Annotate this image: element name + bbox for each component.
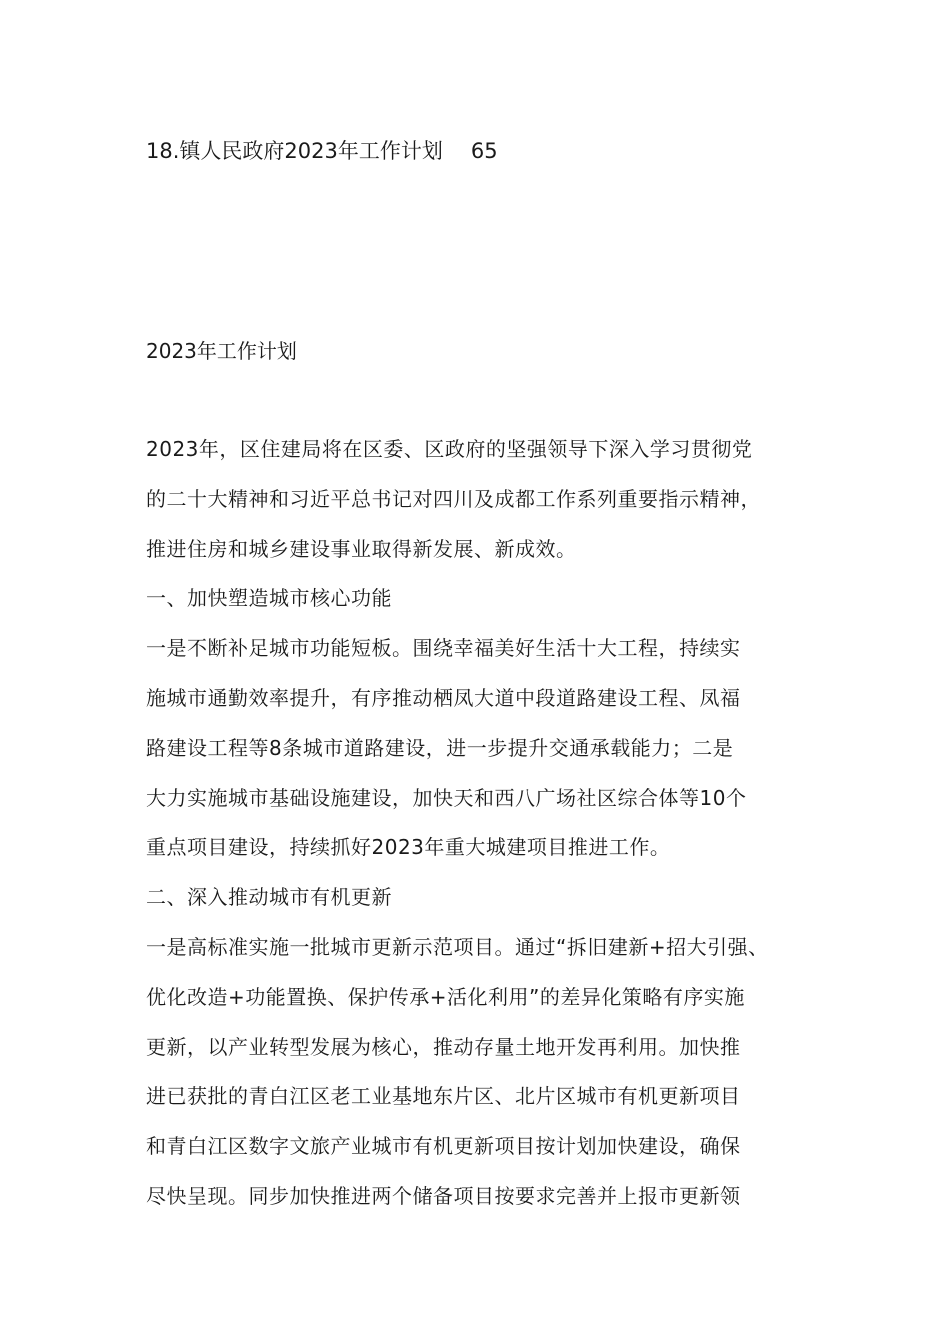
body-line: 一是不断补足城市功能短板。围绕幸福美好生活十大工程，持续实	[146, 636, 741, 661]
toc-entry[interactable]	[146, 136, 498, 166]
toc-entry-title: 18.镇人民政府2023年工作计划	[146, 139, 443, 163]
document-body	[146, 425, 836, 1222]
body-line: 施城市通勤效率提升，有序推动栖凤大道中段道路建设工程、凤福	[146, 685, 741, 710]
body-line: 优化改造+功能置换、保护传承+活化利用”的差异化策略有序实施	[146, 984, 745, 1009]
body-line: 进已获批的青白江区老工业基地东片区、北片区城市有机更新项目	[146, 1084, 741, 1109]
body-line: 尽快呈现。同步加快推进两个储备项目按要求完善并上报市更新领	[146, 1183, 741, 1208]
body-line: 一是高标准实施一批城市更新示范项目。通过“拆旧建新+招大引强、	[146, 934, 769, 959]
toc-page-number: 65	[470, 139, 498, 163]
body-line: 2023年，区住建局将在区委、区政府的坚强领导下深入学习贯彻党	[146, 437, 753, 461]
body-line: 的二十大精神和习近平总书记对四川及成都工作系列重要指示精神，	[146, 486, 761, 511]
body-line: 路建设工程等8条城市道路建设，进一步提升交通承载能力；二是	[146, 735, 734, 760]
section-heading: 二、深入推动城市有机更新	[146, 885, 392, 910]
body-line: 更新，以产业转型发展为核心，推动存量土地开发再利用。加快推	[146, 1034, 741, 1059]
body-line: 和青白江区数字文旅产业城市有机更新项目按计划加快建设，确保	[146, 1134, 741, 1159]
document-title: 2023年工作计划	[146, 339, 297, 363]
body-line: 重点项目建设，持续抓好2023年重大城建项目推进工作。	[146, 835, 671, 860]
section-heading: 一、加快塑造城市核心功能	[146, 586, 392, 611]
body-line: 大力实施城市基础设施建设，加快天和西八广场社区综合体等10个	[146, 785, 747, 810]
body-line: 推进住房和城乡建设事业取得新发展、新成效。	[146, 536, 577, 561]
